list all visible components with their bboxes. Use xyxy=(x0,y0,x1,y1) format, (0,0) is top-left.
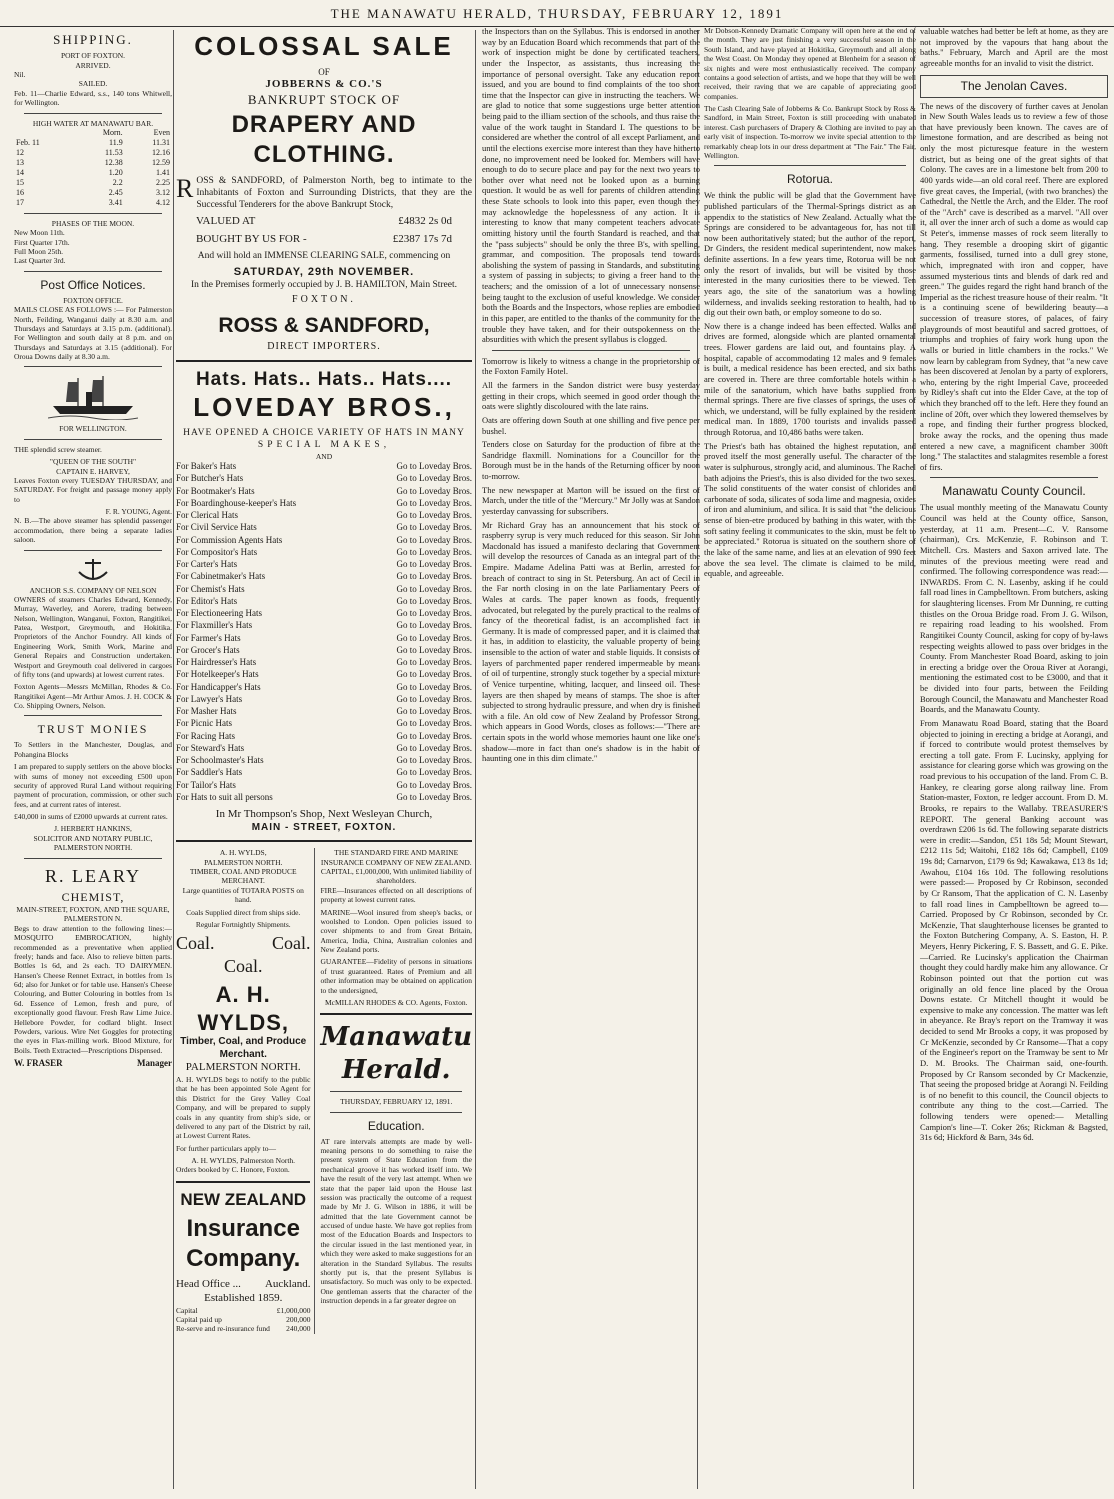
standard-fire-heading: THE STANDARD FIRE AND MARINE INSURANCE COMPANY OF NEW ZEALAND. xyxy=(320,848,472,867)
hat-type: For Butcher's Hats xyxy=(176,473,244,484)
hat-destination: Go to Loveday Bros. xyxy=(396,510,472,520)
hat-type: For Steward's Hats xyxy=(176,742,245,753)
divider xyxy=(492,350,690,351)
arrived-text: Nil. xyxy=(14,70,26,79)
orders-text: Orders booked by C. Honore, Foxton. xyxy=(176,1165,290,1175)
trust-monies-heading: TRUST MONIES xyxy=(37,722,149,737)
shipping-heading: SHIPPING. xyxy=(53,32,133,47)
valued-at-line xyxy=(196,215,452,229)
hat-list-item xyxy=(176,510,472,521)
foxton-word: FOXTON. xyxy=(292,294,356,306)
hat-destination: Go to Loveday Bros. xyxy=(396,718,472,729)
wellington-heading: FOR WELLINGTON. xyxy=(59,424,127,434)
shipments-text: Regular Fortnightly Shipments. xyxy=(195,919,291,929)
hat-list-item xyxy=(176,571,472,582)
divider xyxy=(24,213,162,214)
wylds-head: A. H. WYLDS, xyxy=(219,848,267,858)
chemist-heading: CHEMIST, xyxy=(61,890,125,904)
herald-date: THURSDAY, FEBRUARY 12, 1891. xyxy=(340,1097,453,1107)
fraser-name: W. FRASER xyxy=(14,1058,63,1068)
tide-cell: 12.59 xyxy=(152,157,170,167)
hat-list-item xyxy=(176,584,472,595)
solicitor-title: SOLICITOR AND NOTARY PUBLIC, PALMERSTON NORTH. xyxy=(33,833,153,853)
queen-of-the-south: "QUEEN OF THE SOUTH" xyxy=(49,457,137,467)
moon-line: Full Moon 25th. xyxy=(14,247,63,256)
education-heading: Education. xyxy=(367,1118,425,1133)
clearing-sale-text: And will hold an IMMENSE CLEARING SALE, commencing on xyxy=(197,250,451,261)
hat-list-item xyxy=(176,486,472,497)
tide-cell: 17 xyxy=(16,197,24,207)
steamship-icon xyxy=(48,372,138,420)
column-3 xyxy=(478,26,704,1493)
jobberns-heading: JOBBERNS & CO.'S xyxy=(265,77,383,90)
valued-at-label: VALUED AT xyxy=(196,215,256,228)
divider xyxy=(330,1091,462,1092)
hat-list-item xyxy=(176,743,472,754)
hat-list-item xyxy=(176,731,472,742)
tide-row xyxy=(14,138,172,148)
hat-type: For Clerical Hats xyxy=(176,510,238,520)
education-continued: the Inspectors than on the Syllabus. This is endorsed in another way by an Education Board which recommends that part of the work of inspection might be done by certificated teachers, under the Inspector, as assistants, thus increasing the importance of personal oversight. Take any education report issued, and you are bound to find complaints of the too short time that the Inspector can give in instructing the teachers. We are glad to notice that some suggestions urge better attention being paid to the illiam section of the schools, and thus raise the value of the work taught in Standard I. The questions to be considered are whether the control of all except Parliament, and until the elections exercise more interest than they have hitherto done, no improvement need be looked for. Members will have enough to do to secure place and pay for the next two years to bother over what need not be looked upon as a burning question. It would be as well for parents of children attending these State schools to look into this paper, even though they may acknowledge the hopelessness of any action. It is interesting to know that many competent teachers advocate omitting history until the fourth Standard is reached, and that the "pass subjects" should be only the three B's, with spelling, grammar, and composition. The proposals tend towards abolishing the system of passing in Standards, and substituting a system of passing in subjects; to giving a freer hand to the teachers; and the omission of a lot of unnecessary nonsense being taught to the exclusion of useful knowledge. We consider both the Boards and the Inspectors, whose replies are embodied in this paper, are entitled to the thanks of the community for the trouble they have taken, and for their outspokenness on the absurdities with which the present syllabus is clogged. xyxy=(482,26,700,345)
solicitor-name: J. HERBERT HANKINS, xyxy=(54,824,132,834)
hat-type: For Tailor's Hats xyxy=(176,779,236,790)
sale-date: SATURDAY, 29th NOVEMBER. xyxy=(233,265,415,278)
hat-type: For Racing Hats xyxy=(176,730,235,741)
tide-row xyxy=(14,178,172,188)
divider xyxy=(930,477,1098,478)
post-office-subheading: FOXTON OFFICE. xyxy=(63,295,123,305)
column-rule xyxy=(173,30,174,1489)
bankrupt-stock-heading: BANKRUPT STOCK OF xyxy=(247,91,401,107)
divider xyxy=(24,715,162,716)
special-makes: SPECIAL MAKES, xyxy=(257,439,391,450)
valued-at-amount: £4832 2s 0d xyxy=(398,215,452,228)
divider xyxy=(176,360,472,362)
tide-cell: 11.31 xyxy=(152,137,170,147)
guarantee-text: GUARANTEE—Fidelity of persons in situations of trust guaranteed. Rates of Premium and all other information may be obtained on application to the undersigned, xyxy=(320,957,472,995)
anchor-company-agents: Foxton Agents—Messrs McMillan, Rhodes & Co. Rangitikei Agent—Mr Arthur Amos. J. H. COCK & Co. Shipping Owners, Nelson. xyxy=(14,682,172,710)
hat-type: For Civil Service Hats xyxy=(176,522,257,533)
fair-advert: The Cash Clearing Sale of Jobberns & Co. Bankrupt Stock by Ross & Sandford, in Main Street, Foxton is still proceeding with unabated interest. Cash purchasers of Drapery & Clothing are invited to pay an early visit of inspection. To-morrow we invite special attention to the remarkably cheap lots in our dress department at "The Fair." The Fair, Wellington. xyxy=(704,104,916,160)
wylds-heading: A. H. WYLDS, xyxy=(197,982,290,1035)
timber-coal-heading: Timber, Coal, and Produce Merchant. xyxy=(180,1036,307,1060)
local-news-6: Mr Richard Gray has an announcement that his stock of raspberry syrup is very much reduced for this season. Sir John Macdonald has issued a manifesto declaring that Government will develop the resources of Canada as an integral part of the Empire. Madame Adelina Patti was at Berlin, arrested for breach of contract to sing in St. Petersburg. An act of Cecil in the Far north closing in on the late Parliamentary Peers of Wales at cards. The paper known as foods, frequently advocated, but relegated by the purely practical to the realms of fancy of the theoretical fadist, is an accomplished fact in Germany. It is made of compressed paper, and it is claimed that it has, in addition to elasticity, the valuable property of being insensible to the action of water and stable liquids. It consists of layers of parchmented paper rendered impermeable by means of oil of turpentine, strongly stuck together by a special mixture of Venice turpentine, whiting, lacquer, and linseed oil. These layers are then shaped by means of stamps. The shoe is after subjected to strong hydraulic pressure, and when dry is finished with a file. An old cow of New Zealand by Professor Strong, which appears in Good Words, closes as follows:—"There are certain spots in the world whose memories haunt one like one's shadow—more in fact than one's shadow is in the habit of haunting one in this dim climate." xyxy=(482,519,700,764)
marine-text: MARINE—Wool insured from sheep's backs, or woolshed to London. Open policies issued to cover shipments to and from Great Britain, America, India, China, Australian colonies and New Zealand ports. xyxy=(320,907,472,954)
hat-list-item xyxy=(176,547,472,558)
local-news-1: Tomorrow is likely to witness a change in the proprietorship of the Foxton Family Hotel. xyxy=(482,355,700,377)
mcmillan-agents: McMILLAN RHODES & CO. Agents, Foxton. xyxy=(324,997,468,1007)
tide-cell: 3.12 xyxy=(156,187,170,197)
tide-cell: 2.45 xyxy=(108,187,123,197)
main-street: MAIN - STREET, FOXTON. xyxy=(251,821,397,833)
hat-destination: Go to Loveday Bros. xyxy=(396,706,472,716)
hat-type: For Hotelkeeper's Hats xyxy=(176,669,259,680)
jenolan-caves-heading: The Jenolan Caves. xyxy=(920,75,1108,98)
established: Established 1859. xyxy=(204,1291,283,1304)
of-word: OF xyxy=(318,66,330,77)
hat-destination: Go to Loveday Bros. xyxy=(396,620,472,631)
hat-destination: Go to Loveday Bros. xyxy=(396,522,472,533)
rotorua-heading: Rotorua. xyxy=(786,172,834,187)
bought-label: BOUGHT BY US FOR - xyxy=(196,233,307,246)
steamer-note: N. B.—The above steamer has splendid passenger accommodation, there being a separate ladies saloon. xyxy=(14,516,172,545)
tide-cell: 11.53 xyxy=(104,147,123,157)
and-word: AND xyxy=(315,451,333,461)
tide-row xyxy=(14,198,172,208)
hat-list-item xyxy=(176,718,472,729)
hat-type: For Hats to suit all persons xyxy=(176,791,273,802)
insurance-company-heading: Insurance Company. xyxy=(186,1215,301,1272)
rotorua-text: We think the public will be glad that the Government have published particulars of the Thermal-Springs district as an appendix to the statistics of New Zealand. Actually what the Springs are considered to be advantageous for, has not till now been authoritatively stated; but the author of the report, Dr Ginders, the resident medical superintendent, now makes definite assertions. In a few years time, Rotorua will be not only the resort of invalids, but will be visited by those interested in the many curiosities there to be viewed. Ten years ago, the site of the sanatorium was a howling wilderness, and invalids seeking restoration to health, had to dig out their own bath, or employ someone to do so. xyxy=(704,190,916,318)
hat-destination: Go to Loveday Bros. xyxy=(396,608,472,618)
hat-destination: Go to Loveday Bros. xyxy=(396,779,472,790)
new-zealand-heading: NEW ZEALAND xyxy=(180,1189,307,1209)
local-news-4: Tenders close on Saturday for the production of fibre at the Sandridge flaxmill. Nominations for a Councillor for the Borough must be in the hands of the Returning officer by noon to-morrow. xyxy=(482,439,700,481)
hat-list-item xyxy=(176,767,472,778)
hat-list-item xyxy=(176,780,472,791)
education-text: AT rare intervals attempts are made by well-meaning persons to do something to raise the present system of State Education from the mechanical groove it has worked itself into. We have the result of the very last attempt. When we state that the paper laid upon the House last session was practically the outcome of a request made by Mr J. G. Wilson in 1886, it will be admitted that the late Government cannot be accused of undue haste. We have got replies from most of the Education Boards and Inspectors to the circular issued in the last mentioned year, in which they were asked to make suggestions for an alteration in the Standard Syllabus. The results shortly put is, that the present Syllabus is unsatisfactory. So much was only to be expected. One gentleman asserts that the character of the instruction depends in a far greater degree on xyxy=(320,1136,472,1305)
tide-row xyxy=(14,188,172,198)
local-news-3: Oats are offering down South at one shilling and five pence per bushel. xyxy=(482,414,700,436)
hat-list-item xyxy=(176,473,472,484)
fire-insurance-text: FIRE—Insurances effected on all descriptions of property at lowest current rates. xyxy=(320,885,472,905)
colossal-sale-heading: COLOSSAL SALE xyxy=(194,31,454,61)
tide-cell: 12 xyxy=(16,147,24,157)
hat-type: For Commission Agents Hats xyxy=(176,534,283,545)
column-1 xyxy=(14,26,172,1493)
post-office-heading: Post Office Notices. xyxy=(40,277,146,292)
marine-insurance-ad xyxy=(315,848,472,1333)
hat-type: For Saddler's Hats xyxy=(176,767,243,778)
captain-name: CAPTAIN E. HARVEY, xyxy=(56,466,130,476)
anchor-company-heading: ANCHOR S.S. COMPANY OF NELSON xyxy=(29,585,157,595)
jenolan-lead: valuable watches had better be left at home, as they are not improved by the vapours that hang about the baths." February, March and April are the most agreeable months for an invalid to visit the district. xyxy=(920,26,1108,68)
hat-destination: Go to Loveday Bros. xyxy=(396,583,472,594)
rotorua-text-2: Now there is a change indeed has been effected. Walks and drives are formed, alongside which are planted ornamental trees. Flower gardens are laid out, and fountains play. A hospital, capable of accommodating 12 males and 9 females is built, a medical residence has been erected, and six baths are covered in. There are three comfortable hotels within a mile of the sanatorium, which have baths supplied from thermal springs. There are five classes of springs, the uses of which, we understand, will be fully explained by the resident medical man. In 1889, 1700 tourists and invalids passed through Rotorua, and 10,486 baths were taken. xyxy=(704,320,916,437)
tide-cell: 3.41 xyxy=(108,197,123,207)
hat-type: For Flaxmiller's Hats xyxy=(176,620,253,631)
wylds-signature: A. H. WYLDS, Palmerston North. xyxy=(191,1156,296,1165)
hat-list-item xyxy=(176,620,472,631)
hat-list-item xyxy=(176,682,472,693)
hat-destination: Go to Loveday Bros. xyxy=(396,534,472,545)
hat-type: For Compositor's Hats xyxy=(176,546,258,557)
paid-up-line: Capital paid up 200,000 xyxy=(176,1314,311,1324)
tide-cell: 12.38 xyxy=(104,157,123,167)
hat-type: For Masher Hats xyxy=(176,706,237,716)
hat-list-item xyxy=(176,461,472,472)
coals-text: Coals Supplied direct from ships side. xyxy=(186,907,301,917)
premises-text: In the Premises formerly occupied by J. B. HAMILTON, Main Street. xyxy=(191,279,457,290)
capital-shareholders: CAPITAL, £1,000,000, With unlimited liability of shareholders. xyxy=(320,867,472,886)
reserve-line: Re-serve and re-insurance fund 240,000 xyxy=(176,1324,311,1334)
steamer-text-1: THE splendid screw steamer. xyxy=(14,444,102,454)
hat-type: For Farmer's Hats xyxy=(176,632,241,643)
drapery-heading: DRAPERY AND CLOTHING. xyxy=(231,110,417,168)
hat-destination: Go to Loveday Bros. xyxy=(396,632,472,643)
loveday-opened: HAVE OPENED A CHOICE VARIETY OF HATS IN MANY xyxy=(183,427,465,438)
divider xyxy=(320,1013,472,1015)
ross-intro: ROSS & SANDFORD, of Palmerston North, beg to intimate to the Inhabitants of Foxton and Surrounding Districts, that they are the Successful Tenderers for the above Bankrupt Stock, xyxy=(176,173,472,210)
tide-cell: 15 xyxy=(16,177,24,187)
hat-list-item xyxy=(176,535,472,546)
leary-heading: R. LEARY xyxy=(44,865,141,886)
trust-monies-text-2: £40,000 in sums of £2000 upwards at current rates. xyxy=(14,812,168,821)
divider xyxy=(330,1112,462,1113)
tide-cell: 16 xyxy=(16,187,24,197)
tide-cell: 14 xyxy=(16,167,24,177)
coal-single: Coal. xyxy=(223,955,263,976)
hat-destination: Go to Loveday Bros. xyxy=(396,644,472,655)
hat-list-item xyxy=(176,657,472,668)
local-news-2: All the farmers in the Sandon district were busy yesterday getting in their crops, which seemed in good order though the oats were slightly discoloured with the late rains. xyxy=(482,380,700,412)
moon-line: First Quarter 17th. xyxy=(14,237,70,247)
column-2 xyxy=(176,26,472,1493)
steamer-schedule: Leaves Foxton every TUESDAY THURSDAY, and SATURDAY. For freight and passage money apply to xyxy=(14,475,172,504)
hat-destination: Go to Loveday Bros. xyxy=(396,657,472,667)
tide-header-morn: Morn. xyxy=(102,127,123,137)
wylds-ad xyxy=(176,848,315,1333)
chemist-text: Begs to draw attention to the following lines:— MOSQUITO EMBROCATION, highly recommended as a preventative when applied freely; hands and face. Also to relieve bitten parts. Bottles 1s 6d, and 2s each. TO DAIRYMEN. Hansen's Cheese Rennet Extract, in bottles from 1s 6d; also for Junket or for table use. Hansen's Cheese Colouring, and Butter Colouring in bottles from 1s 6d. Essence of Lemon, fresh and pure, of exceptionally good flavour. Fresh Raw Lime Juice. Hellebore Powder, for codlard blight. Insect Powders, various. Wire Net Goggles for protecting the eyes in Flax-milling work. Blood Mixture, for Boils. Teeth Extracted—Prescriptions Dispensed. xyxy=(14,923,172,1055)
rotorua-text-3: The Priest's bath has obtained the highest reputation, and proved itself the most generally useful. The character of the water is sulphurous, strongly acid, and aluminous. The Rachel bath adjoins the Priest's, this is also divided for the two sexes. The solid constituents of the water consist of chlorides and carbonate of soda, silicates of soda lime and magnesia, oxides of iron and aluminium, and silica. It is said that "the delicious sense of bien-etre produced by bathing in this water, with the soft satiny feeling it communicates to the skin, must be felt to be appreciated." Rotorua is situated on the southern shore of the lake of the same name, and lies at an elevation of 990 feet above the sea level. The climate is claimed to be mild, equable, and agreeable. xyxy=(704,440,916,579)
dramatic-company: Mr Dobson-Kennedy Dramatic Company will open here at the end of the month. They are just finishing a very successful season in the South Island, and have played at Hokitika, Greymouth and all along the West Coast. On Monday they opened at Blenheim for a season of six nights and were most enthusiastically received. The company contains a good selection of artists, and we hope that they will be well received, their raving that we are capable of appreciating good companies. xyxy=(704,26,916,101)
drop-cap: R xyxy=(176,173,194,203)
divider xyxy=(176,1181,310,1183)
hat-list-item xyxy=(176,498,472,509)
chemist-address: MAIN-STREET, FOXTON, AND THE SQUARE, PALMERSTON N. xyxy=(16,905,170,924)
direct-importers: DIRECT IMPORTERS. xyxy=(267,341,381,353)
council-text-2: From Manawatu Road Board, stating that the Board objected to joining in erecting a bridge at Aorangi, and if forced to contribute would protest themselves by erecting a toll gate. From F. Lucinsky, applying for assistance for clearing gorse which was growing on the road previous to his occupation of the land. From C. B. Hankey, re clearing gorse along railway line. From Station-master, Foxton, re ledger account. From D. M. Brooks, re repairs to the Wallaby. TREASURER'S REPORT. The general Banking account was overdrawn £206 1s 6d. The following separate districts were in credit:—Sandon, £51 18s 5d; Mount Stewart, £212 11s 5d; Waitohi, £182 18s 6d; Campbell, £109 19s 8d; Carnarvon, £179 6s 9d; Kawakawa, £13 8s 1d; Awahou, £104 16s 10d. The following resolutions were passed:— Proposed by Cr Robinson, seconded by Cr Ransom, That the application of C. N. Lasenby to fall road lines in Campbelltown be agreed to—Carried. Proposed by Cr Robinson, seconded by Cr. McKenzie, That slaughterhouse licenses be granted to the Foxton Butchering Company, A. S. Easton, H. P. Meyers, Henry Pickering, F. S. Bassett, and G. E. Pike.—Carried. Re Lucinsky's application the Chairman thought they could hardly make him any allowance. Cr Robinson pointed out that the portion cut was originally an old fence line placed by the Oroua Downs estate. Cr Mitchell thought it would be expensive to make any concession. The matter was left in abeyance. Re Bray's report on the Tramway it was decided to send Mr Brooks a copy, it was proposed by Cr McKenzie, seconded by Cr Ransome—That a copy of the Engineer's report on the Tramway be sent to Mr D. M. Brooks. The Chairman said, one-fourth. Proposed by Cr Ransom seconded by Cr Mackenzie, That seeing the proposed bridge at Aorangi N. Feilding is of no benefit to this council, the Council objects to contribute any thing to the cost.—Carried. The following tenders were opened:— Metalling Campion's line—T. Coker 26s; Rickman & Bagsted, 31s 6d; Hickford & Barn, 34s 6d. xyxy=(920,717,1108,1143)
trust-monies-text: I am prepared to supply settlers on the above blocks with sums of money not exceeding £500 upon security of approved Rural Land without requiring payment of procuration, commission, or other such fees, and at current rates of interest. xyxy=(14,762,172,809)
tide-cell: 2.25 xyxy=(156,177,170,187)
hat-list-item xyxy=(176,596,472,607)
hat-destination: Go to Loveday Bros. xyxy=(396,767,472,778)
tide-header-even: Even xyxy=(153,127,170,137)
column-4 xyxy=(700,26,920,1493)
anchor-icon xyxy=(73,556,113,582)
hat-destination: Go to Loveday Bros. xyxy=(396,559,472,569)
tide-cell: 13 xyxy=(16,157,24,167)
hat-destination: Go to Loveday Bros. xyxy=(396,681,472,692)
hat-list-item xyxy=(176,559,472,570)
manawatu-herald-nameplate: Manawatu Herald. xyxy=(320,1022,472,1085)
tide-row xyxy=(14,148,172,158)
hat-destination: Go to Loveday Bros. xyxy=(396,497,472,508)
hat-destination: Go to Loveday Bros. xyxy=(396,473,472,484)
divider xyxy=(24,858,162,859)
palmerston-north: PALMERSTON NORTH. xyxy=(185,1061,301,1074)
wylds-text: A. H. WYLDS begs to notify to the public that he has been appointed Sole Agent for this District for the Grey Valley Coal Company, and will be prepared to supply coals in any quantity from ship's side, or delivered to any part of the District by rail, at Lowest Current Rates. xyxy=(176,1075,311,1141)
divider xyxy=(24,271,162,272)
hat-list-item xyxy=(176,792,472,803)
divider xyxy=(24,550,162,551)
hat-type: For Handicapper's Hats xyxy=(176,681,261,692)
tide-cell: Feb. 11 xyxy=(16,137,40,147)
moon-line: Last Quarter 3rd. xyxy=(14,256,66,266)
hat-type: For Cabinetmaker's Hats xyxy=(176,571,266,582)
hat-list-item xyxy=(176,633,472,644)
wylds-particulars: For further particulars apply to— xyxy=(176,1143,276,1153)
sailed-heading: SAILED. xyxy=(78,79,108,89)
hat-destination: Go to Loveday Bros. xyxy=(396,730,472,741)
hat-type: For Lawyer's Hats xyxy=(176,693,243,704)
hat-destination: Go to Loveday Bros. xyxy=(396,669,472,680)
hat-destination: Go to Loveday Bros. xyxy=(396,485,472,496)
port-heading: PORT OF FOXTON. xyxy=(60,51,126,61)
local-news-5: The new newspaper at Marton will be issued on the first of March, under the title of the "Mercury." Mr Jolly was at Sandon yesterday canvassing for subscribers. xyxy=(482,484,700,516)
tide-row xyxy=(14,158,172,168)
jenolan-text: The news of the discovery of further caves at Jenolan in New South Wales leads us to review a few of those that have previously been known. The caves are of limestone formation, and are described as being not only the most picturesque feature in the western district, but as being one of the great sights of that Colony. The caves are in a limestone belt from 200 to 400 yards wide—an old coral reef. There are explored five great caves, the Imperial, (with two branches) the Cathedral, the Nettle the Arch, and the Elder. The roof of the "Arch" cave is described as a marvel. "All over it, all over the inner arch of such a dome as would cap St Peter's, immense masses of rock seem literally to hang. They resemble a drooping skirt of gigantic garments, fossilised, turned into a dull grey stone, which, impregnated with iron and copper, have assumed mysterious tints and blends of dark red and green." The guides regard the right hand branch of the Imperial as the richest treasure house of their realm. "It is a continuing scene of bewildering beauty—a succession of treasure stores, of palaces, of fairy playgrounds of most beautiful and sacred grottoes, of triumphs and trophies of fairy work hung upon the walls or buried in little chambers in the rocks." We now learn by cablegram from Sydney, that "a new cave has been discovered at Jenolan by a party of explorers, who, entering by the right Imperial Cave, proceeded by Ridley's shaft cut into the Elder Cave, at the top of which they branched off to the left. Here they found an incline of 20ft, over which they lowered themselves by a rope, and finding their further progress blocked, broke away the rocks, and the opening thus made entered a new cave, a magnificent chamber 300ft long." The stalactites and stalagmites resemble a forest of firs. xyxy=(920,100,1108,472)
hat-list-item xyxy=(176,694,472,705)
hat-type: For Chemist's Hats xyxy=(176,583,245,594)
divider xyxy=(24,366,162,367)
fraser-role: Manager xyxy=(137,1058,172,1068)
hat-type: For Electioneering Hats xyxy=(176,608,262,618)
column-5 xyxy=(916,26,1112,1493)
hat-type: For Picnic Hats xyxy=(176,718,232,729)
tide-cell: 2.2 xyxy=(112,177,123,187)
hat-destination: Go to Loveday Bros. xyxy=(396,571,472,582)
timber-merchant: TIMBER, COAL AND PRODUCE MERCHANT. xyxy=(189,867,297,886)
head-office-line: Head Office ... Auckland. xyxy=(176,1278,311,1290)
moon-line: New Moon 11th. xyxy=(14,228,65,238)
divider xyxy=(714,165,906,166)
hat-type: For Boardinghouse-keeper's Hats xyxy=(176,497,297,508)
hat-type: For Carter's Hats xyxy=(176,559,238,569)
hats-heading: Hats. Hats.. Hats.. Hats.... xyxy=(195,368,453,390)
tide-cell: 11.9 xyxy=(108,137,123,147)
lower-ads xyxy=(176,848,472,1333)
agent-name: F. R. YOUNG, Agent. xyxy=(105,507,172,516)
hat-type: For Hairdresser's Hats xyxy=(176,657,257,667)
divider xyxy=(24,439,162,440)
divider xyxy=(24,113,162,114)
hat-list xyxy=(176,461,472,803)
page-masthead: THE MANAWATU HERALD, THURSDAY, FEBRUARY 12, 1891 xyxy=(0,6,1114,27)
hat-list-item xyxy=(176,755,472,766)
ross-sandford-heading: ROSS & SANDFORD, xyxy=(218,313,430,337)
tide-table xyxy=(14,128,172,208)
hat-list-item xyxy=(176,669,472,680)
arrived-heading: ARRIVED. xyxy=(75,60,111,70)
hat-list-item xyxy=(176,522,472,533)
hat-type: For Bootmaker's Hats xyxy=(176,485,255,496)
hat-list-item xyxy=(176,645,472,656)
hat-destination: Go to Loveday Bros. xyxy=(396,595,472,606)
coal-line: Coal. Coal. xyxy=(176,933,311,954)
column-rule xyxy=(475,30,476,1489)
hat-list-item xyxy=(176,608,472,619)
hat-type: For Baker's Hats xyxy=(176,461,237,471)
trust-monies-sub: To Settlers in the Manchester, Douglas, and Pohangina Blocks xyxy=(14,740,172,759)
bought-amount: £2387 17s 7d xyxy=(392,233,452,246)
council-text: The usual monthly meeting of the Manawatu County Council was held at the County office, Sanson, yesterday, at 11 a.m. Present—C. V. Ransome (chairman), Crs. McKenzie, F. Robinson and T. Mitchell. Crs. Masters and Saxon arrived late. The minutes of the previous meeting were read and confirmed. The following correspondence was read:— INWARDS. From C. N. Lasenby, asking if he could fall road lines in Campbelltown. From butchers, asking for slaughtering licenses. From Mr Dunning, re cutting thistles on the Oroua Bridge road. From J. G. Wilson, re repairing road leading to his woolshed. From Rangitikei County Council, asking for copy of by-laws respecting weights allowed to pass over bridges in the County. From Manchester Road Board, asking to join in erecting a bridge over the Oroua River at Aorangi, mentioning the estimated cost to be £3000, and that it be divided into four parts, between the Feilding Borough Council, the Manawatu and Manchester Road Boards, and the Manawatu County. xyxy=(920,502,1108,715)
hat-destination: Go to Loveday Bros. xyxy=(396,546,472,557)
hat-destination: Go to Loveday Bros. xyxy=(396,755,472,765)
county-council-heading: Manawatu County Council. xyxy=(942,484,1086,499)
tide-cell: 1.20 xyxy=(108,167,123,177)
moon-heading: PHASES OF THE MOON. xyxy=(51,218,135,228)
tide-cell: 12.16 xyxy=(152,147,170,157)
hat-destination: Go to Loveday Bros. xyxy=(396,791,472,802)
high-water-heading: HIGH WATER AT MANAWATU BAR. xyxy=(32,118,154,128)
anchor-company-text: OWNERS of steamers Charles Edward, Kennedy, Murray, Waverley, and Aorere, trading between Nelson, Wellington, Wanganui, Foxton, Rangitikei, Patea, Westport, Greymouth, and Hokitika. Proprietors of the Anchor Foundry. All kinds of Engineering Work, Smith Work, Marine and General Repairs and Construction undertaken. Westport and Greymouth coal delivered in cargoes of fifty tons (and upwards) at lowest current rates. xyxy=(14,594,172,679)
divider xyxy=(176,840,472,842)
capital-line: Capital £1,000,000 xyxy=(176,1305,311,1315)
hat-type: For Grocer's Hats xyxy=(176,644,240,655)
tide-row xyxy=(14,168,172,178)
hat-destination: Go to Loveday Bros. xyxy=(396,461,472,471)
bought-line xyxy=(196,233,452,247)
hat-destination: Go to Loveday Bros. xyxy=(396,742,472,753)
totara-text: Large quantities of TOTARA POSTS on hand. xyxy=(182,885,304,905)
tide-cell: 1.41 xyxy=(156,167,170,177)
loveday-heading: LOVEDAY BROS., xyxy=(193,392,455,423)
sailed-text: Feb. 11—Charlie Edward, s.s., 140 tons Whitwell, for Wellington. xyxy=(14,88,172,108)
fraser-line xyxy=(14,1058,172,1069)
thompson-shop: In Mr Thompson's Shop, Next Wesleyan Church, xyxy=(215,808,433,820)
hat-type: For Editor's Hats xyxy=(176,595,238,606)
hat-type: For Schoolmaster's Hats xyxy=(176,755,264,765)
tide-cell: 4.12 xyxy=(156,197,170,207)
hat-destination: Go to Loveday Bros. xyxy=(396,693,472,704)
wylds-place: PALMERSTON NORTH. xyxy=(204,857,283,867)
post-office-text: MAILS CLOSE AS FOLLOWS :— For Palmerston North, Feilding, Wanganui daily at 8.30 a.m. and Thursdays and Saturdays at 3.15 p.m. (additional). For Wellington and south daily at 8 p.m. and on Thursdays and Saturdays at 3.15 (additional). For Oroua Downs daily at 8.30 a.m. xyxy=(14,305,172,361)
hat-list-item xyxy=(176,706,472,717)
